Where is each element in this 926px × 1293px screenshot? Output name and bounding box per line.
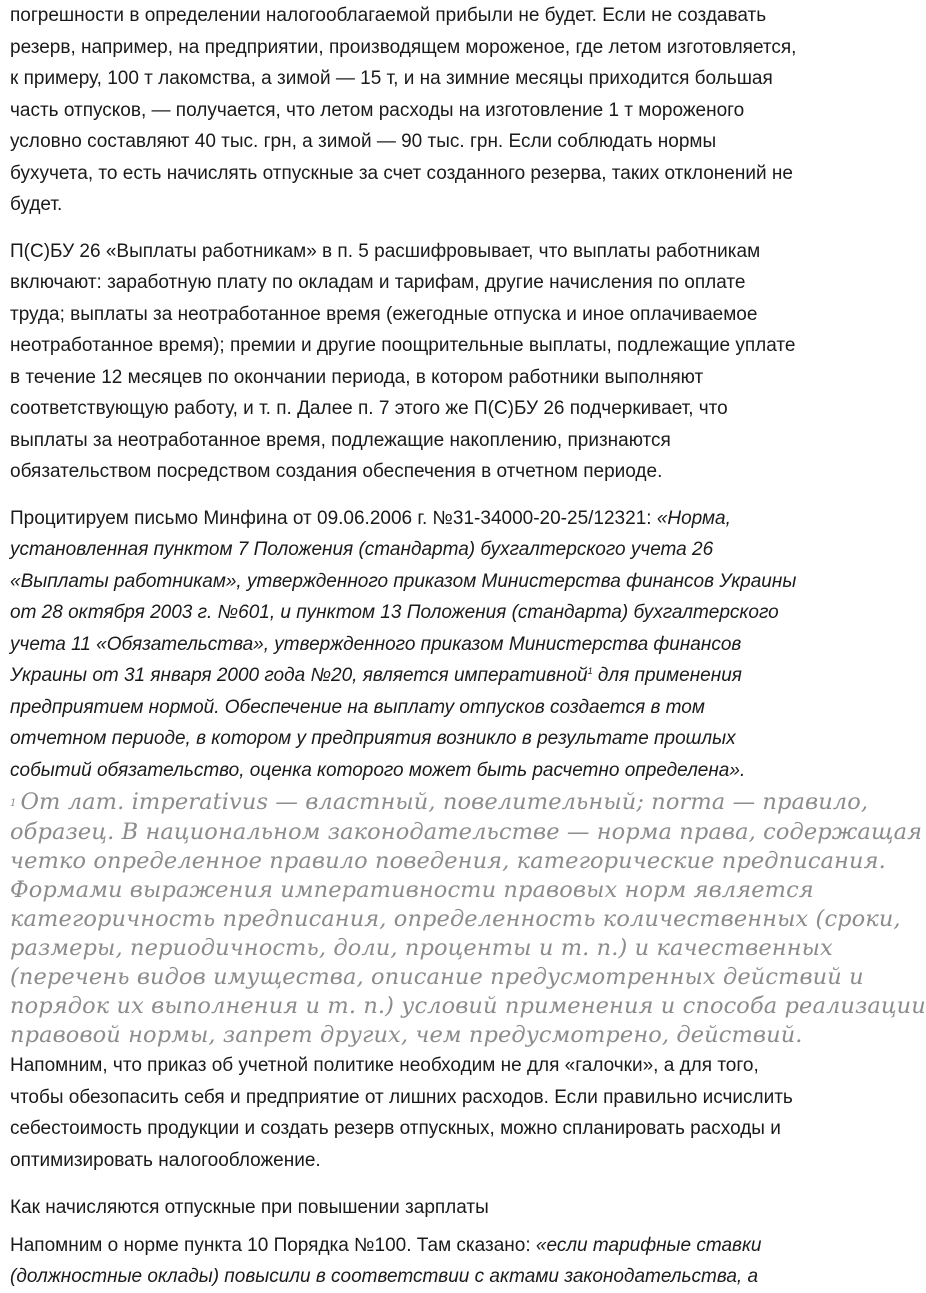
footnote-mark: 1 <box>10 798 17 809</box>
text-line: соответствующую работу, и т. п. Далее п. 7 этого же П(С)БУ 26 подчеркивает, что <box>10 398 728 419</box>
paragraph-reserve-example <box>10 0 816 221</box>
text-line: в течение 12 месяцев по окончании периода, в котором работники выполняют <box>10 366 704 388</box>
footnote-imperative <box>10 788 926 1050</box>
section-heading: Как начисляются отпускные при повышении зарплаты <box>10 1197 489 1218</box>
footnote-line: порядок их выполнения и т. п.) условий применения и способа реализации <box>10 993 926 1019</box>
text-line: к примеру, 100 т лакомства, а зимой — 15 т, и на зимние месяцы приходится большая <box>10 68 773 89</box>
text-line: условно составляют 40 тыс. грн, а зимой — 90 тыс. грн. Если соблюдать нормы <box>10 131 717 152</box>
quote-line: установленная пунктом 7 Положения (стандарта) бухгалтерского учета 26 <box>10 539 714 560</box>
footnote-line: размеры, периодичность, доли, проценты и т. п.) и качественных <box>10 935 833 961</box>
footnote-line: (перечень видов имущества, описание предусмотренных действий и <box>10 964 864 990</box>
text-line: часть отпусков, — получается, что летом расходы на изготовление 1 т мороженого <box>10 99 745 121</box>
footnote-line: четко определенное правило поведения, категорические предписания. <box>10 848 886 874</box>
text-line <box>10 503 816 535</box>
paragraph-psbu-26 <box>10 236 816 488</box>
text-line: резерв, например, на предприятии, производящем мороженое, где летом изготовляется, <box>10 36 797 58</box>
quote-line: «Выплаты работникам», утвержденного приказом Министерства финансов Украины <box>10 570 797 592</box>
quote-italic: «если тарифные ставки <box>535 1234 762 1256</box>
text-line: погрешности в определении налогооблагаемой прибыли не будет. Если не создавать <box>10 5 767 26</box>
text-line: оптимизировать налогообложение. <box>10 1149 321 1171</box>
text-line: себестоимость продукции и создать резерв отпускных, можно спланировать расходы и <box>10 1118 781 1139</box>
quote-line: предприятием нормой. Обеспечение на выплату отпусков создается в том <box>10 696 705 718</box>
quote-line: (должностные оклады) повысили в соответствии с актами законодательства, а <box>10 1266 759 1287</box>
quote-text: для применения <box>592 665 742 686</box>
quote-italic: «Норма, <box>656 507 731 529</box>
quote-line: событий обязательство, оценка которого может быть расчетно определена». <box>10 759 746 781</box>
footnote-line: правовой нормы, запрет других, чем предусмотрено, действий. <box>10 1022 803 1048</box>
quote-line: от 28 октября 2003 г. №601, и пунктом 13 Положения (стандарта) бухгалтерского <box>10 602 779 623</box>
footnote-line <box>10 788 869 818</box>
paragraph-order-100 <box>10 1230 816 1293</box>
text-line: выплаты за неотработанное время, подлежащие накоплению, признаются <box>10 429 671 451</box>
text-line: обязательством посредством создания обеспечения в отчетном периоде. <box>10 461 663 482</box>
text-line: Напомним, что приказ об учетной политике необходим не для «галочки», а для того, <box>10 1055 759 1076</box>
text-line: П(С)БУ 26 «Выплаты работникам» в п. 5 расшифровывает, что выплаты работникам <box>10 240 761 262</box>
paragraph-accounting-policy <box>10 1050 816 1176</box>
text-plain: Напомним о норме пункта 10 Порядка №100. Там сказано: <box>10 1234 536 1256</box>
text-line: бухучета, то есть начислять отпускные за счет созданного резерва, таких отклонений не <box>10 162 793 184</box>
quote-text: Украины от 31 января 2000 года №20, является императивной <box>10 665 588 686</box>
quote-line: отчетном периоде, в котором у предприятия возникло в результате прошлых <box>10 728 736 749</box>
footnote-line: образец. В национальном законодательстве — норма права, содержащая <box>10 819 923 845</box>
footnote-reference: 1 <box>587 666 593 676</box>
text-line: включают: заработную плату по окладам и тарифам, другие начисления по оплате <box>10 272 746 293</box>
quote-line: учета 11 «Обязательства», утвержденного приказом Министерства финансов <box>10 633 742 655</box>
text-line: неотработанное время); премии и другие поощрительные выплаты, подлежащие уплате <box>10 335 796 356</box>
text-line: труда; выплаты за неотработанное время (ежегодные отпуска и иное оплачиваемое <box>10 303 758 325</box>
text-plain: Процитируем письмо Минфина от 09.06.2006 г. №31-34000-20-25/12321: <box>10 507 657 529</box>
text-line: будет. <box>10 194 63 215</box>
footnote-text: От лат. imperativus — властный, повелительный; norma — правило, <box>20 789 869 815</box>
paragraph-minfin-letter <box>10 503 816 787</box>
text-line <box>10 1230 816 1262</box>
text-line: чтобы обезопасить себя и предприятие от лишних расходов. Если правильно исчислить <box>10 1086 793 1108</box>
quote-line <box>10 660 816 692</box>
footnote-line: Формами выражения императивности правовых норм является <box>10 877 814 903</box>
footnote-line: категоричность предписания, определенность количественных (сроки, <box>10 906 901 932</box>
